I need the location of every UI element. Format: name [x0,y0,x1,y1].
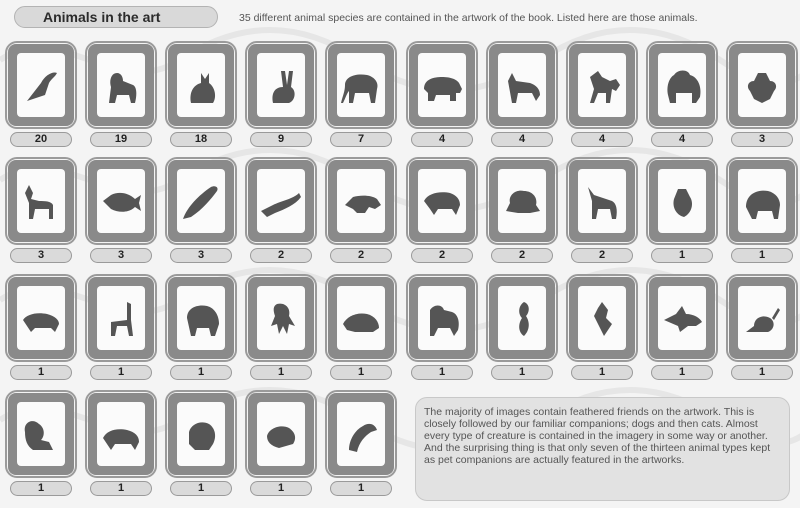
count-label: 1 [170,365,232,380]
count-label: 20 [10,132,72,147]
animal-tile-llama [88,277,154,389]
shark-icon [660,296,704,340]
animal-tile-gorilla [649,44,715,156]
animal-tile-rat [328,277,394,389]
count-label: 2 [330,248,392,263]
deer-icon [19,179,63,223]
count-label: 1 [170,481,232,496]
horse-icon [580,63,624,107]
frame-inner [17,402,65,466]
tapir-icon [99,412,143,456]
frame-inner [97,286,145,350]
animal-tile-deer [8,160,74,272]
animal-tile-seahorse [489,277,555,389]
picture-frame [569,277,635,359]
bear-icon [420,63,464,107]
picture-frame [248,44,314,126]
count-label: 18 [170,132,232,147]
animal-tile-fox [489,44,555,156]
picture-frame [729,277,795,359]
picture-frame [88,393,154,475]
frame-inner [418,169,466,233]
animal-tile-cat [168,44,234,156]
picture-frame [8,44,74,126]
raccoon-icon [339,179,383,223]
frame-inner [658,53,706,117]
gorilla-icon [660,63,704,107]
frame-inner [337,53,385,117]
dog-icon [99,63,143,107]
bird-icon [19,63,63,107]
boar-icon [19,296,63,340]
animal-tile-weasel [328,393,394,505]
weasel-icon [339,412,383,456]
animal-tile-shell [569,277,635,389]
wolf-icon [580,179,624,223]
animal-tile-tiger [409,160,475,272]
lion-icon [179,296,223,340]
fly-icon [740,63,784,107]
picture-frame [8,393,74,475]
picture-frame [8,277,74,359]
count-label: 1 [330,365,392,380]
picture-frame [489,277,555,359]
frame-inner [257,402,305,466]
elephant-icon [339,63,383,107]
count-label: 4 [491,132,553,147]
count-label: 1 [250,481,312,496]
page-title: Animals in the art [14,6,218,28]
animal-tile-bison [729,160,795,272]
animal-tile-tapir [88,393,154,505]
animal-tile-beetle [649,160,715,272]
animal-tile-wolf [569,160,635,272]
picture-frame [328,277,394,359]
picture-frame [569,44,635,126]
animal-tile-frog [489,160,555,272]
picture-frame [88,160,154,242]
frame-inner [658,286,706,350]
animal-tile-shark [649,277,715,389]
picture-frame [168,44,234,126]
animal-tile-crocodile [248,160,314,272]
shell-icon [580,296,624,340]
animal-tile-bear [409,44,475,156]
picture-frame [88,277,154,359]
frame-inner [177,53,225,117]
picture-frame [489,44,555,126]
animal-tile-bird [8,44,74,156]
frame-inner [738,169,786,233]
count-label: 1 [10,365,72,380]
count-label: 3 [170,248,232,263]
picture-frame [729,160,795,242]
tortoise-icon [179,412,223,456]
animal-tile-rabbit [248,44,314,156]
count-label: 7 [330,132,392,147]
animal-tile-ram [409,277,475,389]
turtle-icon [259,412,303,456]
intro-text: 35 different animal species are contained in the artwork of the book. Listed here are those animals. [239,12,698,24]
animal-tile-raccoon [328,160,394,272]
frame-inner [177,286,225,350]
frame-inner [418,286,466,350]
beetle-icon [660,179,704,223]
picture-frame [649,160,715,242]
seahorse-icon [500,296,544,340]
count-label: 4 [571,132,633,147]
fish-icon [99,179,143,223]
count-label: 2 [571,248,633,263]
count-label: 4 [411,132,473,147]
picture-frame [168,277,234,359]
frame-inner [738,286,786,350]
picture-frame [328,393,394,475]
frame-inner [418,53,466,117]
animal-tile-lion [168,277,234,389]
count-label: 1 [90,365,152,380]
rabbit-icon [259,63,303,107]
frog-icon [500,179,544,223]
picture-frame [168,160,234,242]
animal-tile-fly [729,44,795,156]
picture-frame [569,160,635,242]
count-label: 3 [10,248,72,263]
picture-frame [489,160,555,242]
frame-inner [97,169,145,233]
animal-tile-fish [88,160,154,272]
cat-icon [179,63,223,107]
whale-icon [179,179,223,223]
bison-icon [740,179,784,223]
count-label: 1 [90,481,152,496]
animal-tile-squirrel [8,393,74,505]
fox-icon [500,63,544,107]
animal-tile-octopus [248,277,314,389]
count-label: 3 [731,132,793,147]
picture-frame [248,277,314,359]
animal-tile-tortoise [168,393,234,505]
picture-frame [649,44,715,126]
frame-inner [17,286,65,350]
frame-inner [658,169,706,233]
picture-frame [88,44,154,126]
frame-inner [337,169,385,233]
frame-inner [257,286,305,350]
count-label: 1 [330,481,392,496]
picture-frame [168,393,234,475]
frame-inner [177,169,225,233]
picture-frame [8,160,74,242]
count-label: 2 [411,248,473,263]
animal-tile-horse [569,44,635,156]
count-label: 1 [731,248,793,263]
frame-inner [97,53,145,117]
frame-inner [498,169,546,233]
ram-icon [420,296,464,340]
picture-frame [409,160,475,242]
animal-tile-elephant [328,44,394,156]
count-label: 1 [571,365,633,380]
rat-icon [339,296,383,340]
snail-icon [740,296,784,340]
count-label: 1 [651,365,713,380]
picture-frame [409,44,475,126]
count-label: 1 [491,365,553,380]
count-label: 1 [731,365,793,380]
frame-inner [177,402,225,466]
animal-tile-whale [168,160,234,272]
count-label: 1 [651,248,713,263]
animal-tile-boar [8,277,74,389]
count-label: 4 [651,132,713,147]
count-label: 19 [90,132,152,147]
count-label: 3 [90,248,152,263]
count-label: 1 [250,365,312,380]
frame-inner [498,286,546,350]
animal-tile-turtle [248,393,314,505]
frame-inner [17,53,65,117]
count-label: 1 [411,365,473,380]
llama-icon [99,296,143,340]
animal-tile-snail [729,277,795,389]
squirrel-icon [19,412,63,456]
frame-inner [257,53,305,117]
frame-inner [337,286,385,350]
picture-frame [328,160,394,242]
frame-inner [578,169,626,233]
frame-inner [337,402,385,466]
frame-inner [578,286,626,350]
count-label: 2 [250,248,312,263]
frame-inner [498,53,546,117]
frame-inner [97,402,145,466]
count-label: 9 [250,132,312,147]
frame-inner [17,169,65,233]
crocodile-icon [259,179,303,223]
animal-tile-dog [88,44,154,156]
octopus-icon [259,296,303,340]
frame-inner [578,53,626,117]
picture-frame [328,44,394,126]
picture-frame [409,277,475,359]
count-label: 2 [491,248,553,263]
picture-frame [248,393,314,475]
picture-frame [649,277,715,359]
frame-inner [738,53,786,117]
tiger-icon [420,179,464,223]
picture-frame [248,160,314,242]
frame-inner [257,169,305,233]
count-label: 1 [10,481,72,496]
summary-note: The majority of images contain feathered friends on the artwork. This is closely followed by our familiar companions; dogs and then cats. Almost every type of creature is contained in the imagery in some way or another. And the surprising thing is that only seven of the thirteen animal types kept as pet companions are actually featured in the artworks. [415,397,790,501]
picture-frame [729,44,795,126]
